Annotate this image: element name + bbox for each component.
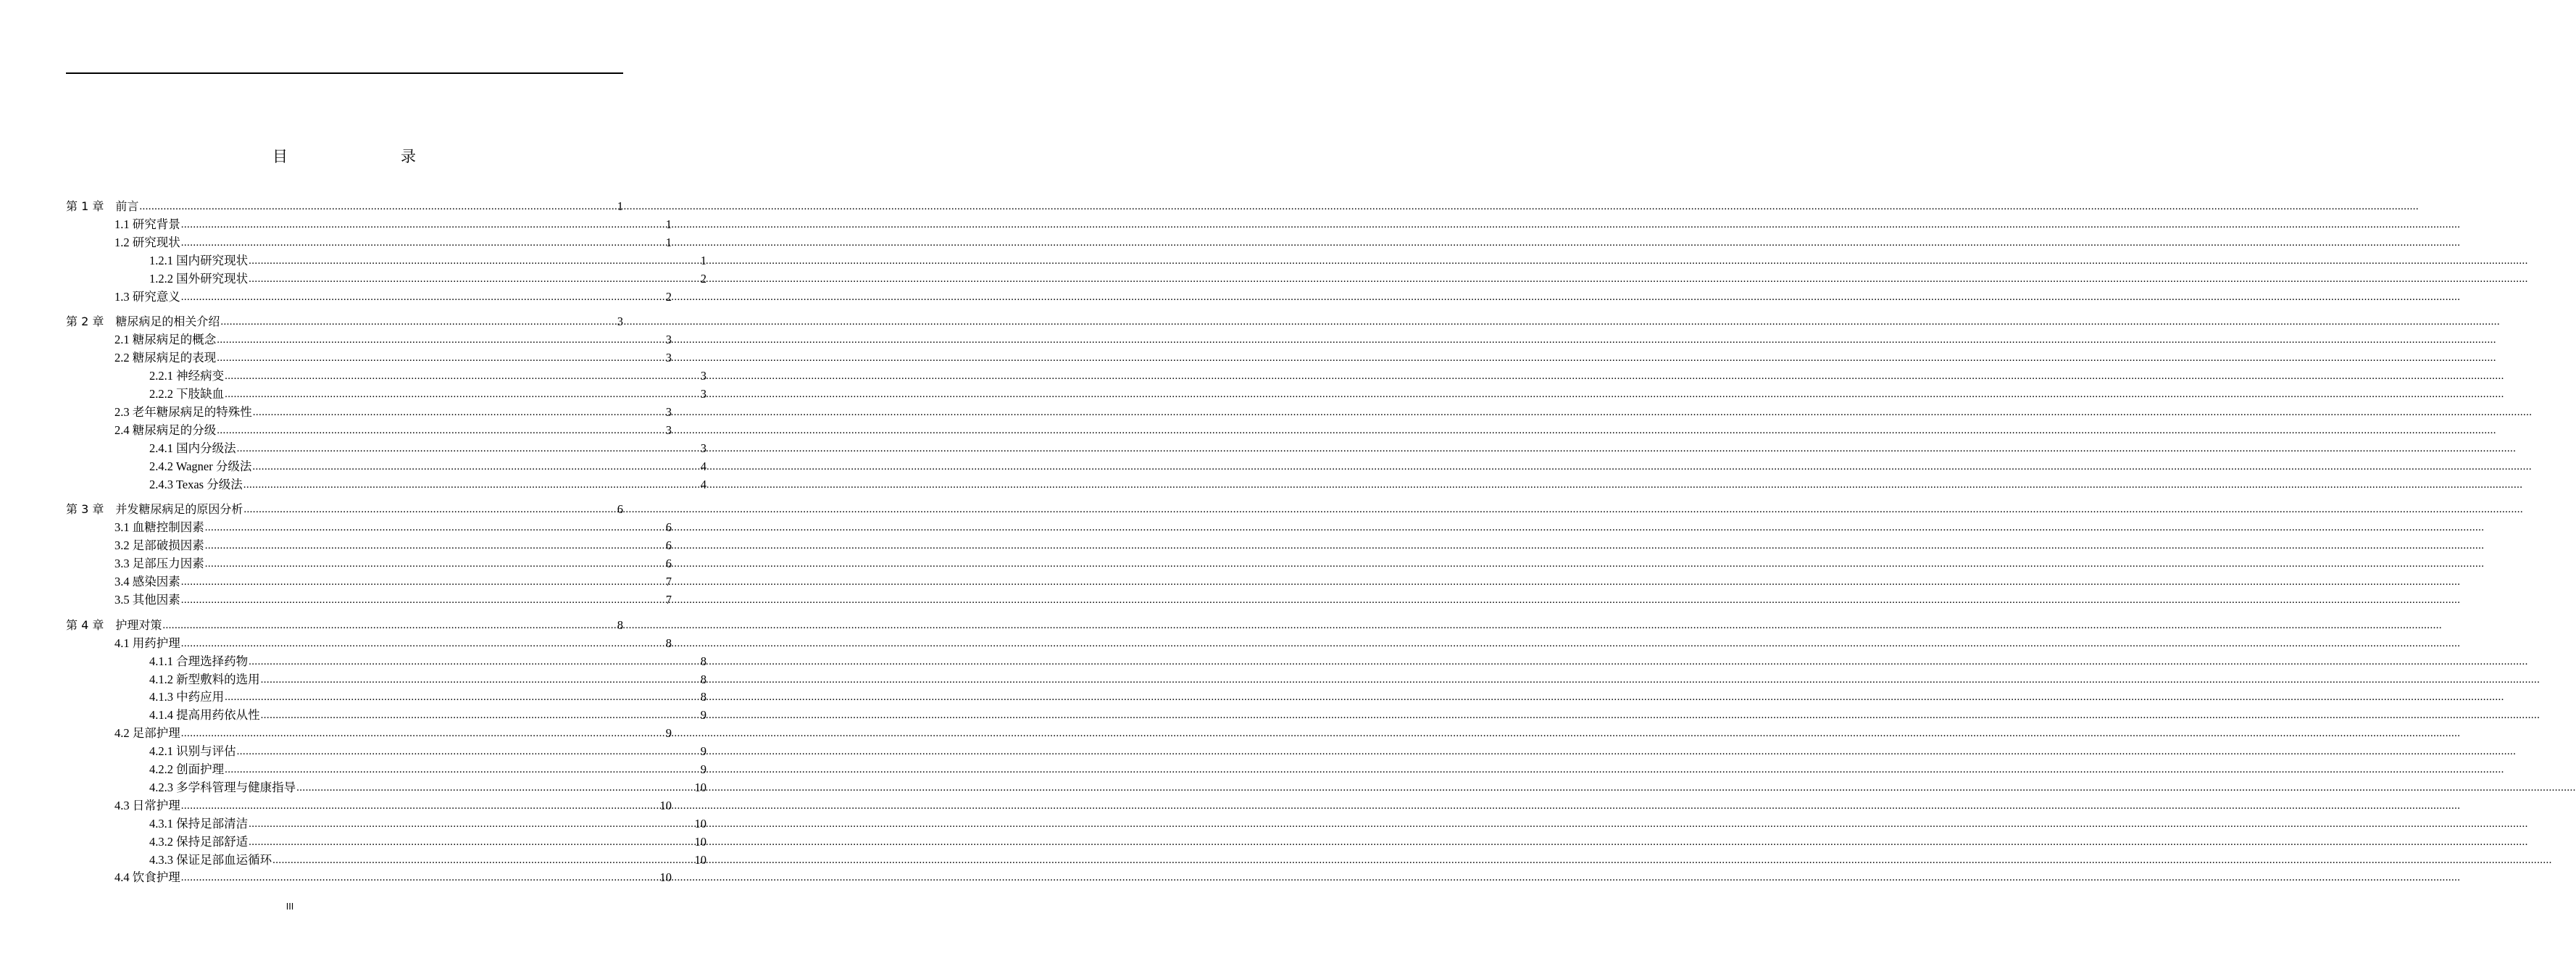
dot-leader (261, 673, 700, 687)
dot-leader (225, 387, 700, 401)
toc-entry-label: 4.2.3 多学科管理与健康指导 (149, 780, 296, 794)
toc-entry-label: 第 2 章 糖尿病足的相关介绍 (66, 315, 220, 329)
dot-leader (205, 557, 665, 571)
dot-leader (249, 254, 700, 268)
toc-entry-label: 1.3 研究意义 (114, 289, 180, 304)
toc-entry[interactable] (66, 366, 706, 383)
toc-entry-page: 8 (617, 617, 623, 632)
toc-entry[interactable] (66, 850, 706, 867)
dot-leader (237, 441, 700, 456)
toc-entry-label: 4.3.2 保持足部舒适 (149, 834, 249, 849)
toc-entry-label: 2.3 老年糖尿病足的特殊性 (114, 404, 252, 419)
toc-entry[interactable] (66, 867, 672, 885)
toc-entry[interactable] (66, 670, 706, 687)
dot-leader (243, 478, 700, 492)
toc-entry[interactable] (66, 759, 706, 777)
toc-entry-label: 4.3.1 保持足部清洁 (149, 816, 249, 831)
dot-leader (220, 315, 616, 329)
dot-leader (205, 538, 665, 553)
dot-leader (249, 272, 700, 286)
toc-entry-label: 4.3.3 保证足部血运循环 (149, 852, 272, 867)
toc-entry[interactable] (66, 384, 706, 401)
dot-leader (249, 835, 693, 849)
toc-entry[interactable] (66, 438, 706, 456)
toc-entry[interactable] (66, 269, 706, 286)
toc-entry-page: 6 (665, 557, 672, 571)
toc-entry-page: 10 (694, 834, 706, 849)
dot-leader (272, 853, 693, 867)
toc-entry-label: 4.2 足部护理 (114, 726, 180, 741)
toc-entry[interactable] (66, 687, 706, 704)
toc-entry-label: 第 1 章 前言 (66, 199, 139, 213)
dot-leader (249, 817, 693, 831)
toc-entry-page: 8 (700, 690, 706, 704)
toc-chapter-entry[interactable] (66, 312, 623, 329)
toc-entry-label: 2.4 糖尿病足的分级 (114, 423, 217, 437)
toc-entry-label: 4.1.1 合理选择药物 (149, 654, 249, 668)
toc-entry[interactable] (66, 215, 672, 232)
toc-entry[interactable] (66, 814, 706, 831)
toc-entry[interactable] (66, 457, 706, 474)
toc-entry-label: 2.1 糖尿病足的概念 (114, 333, 217, 347)
toc-entry[interactable] (66, 572, 672, 589)
toc-entry-page: 9 (700, 744, 706, 759)
toc-entry-page: 7 (665, 575, 672, 588)
toc-entry-page: 8 (700, 672, 706, 686)
dot-leader (253, 405, 665, 420)
toc-entry-page: 3 (700, 441, 706, 455)
toc-entry-label: 1.2.1 国内研究现状 (149, 253, 249, 267)
toc-entry-label: 3.3 足部压力因素 (114, 557, 204, 571)
toc-entry[interactable] (66, 251, 706, 268)
toc-entry-label: 4.3 日常护理 (114, 798, 180, 812)
toc-entry-page: 6 (665, 538, 672, 553)
toc-entry-label: 1.2 研究现状 (114, 235, 180, 249)
dot-leader (217, 423, 665, 438)
toc-entry-label: 2.4.3 Texas 分级法 (149, 477, 243, 491)
toc-entry-label: 2.2 糖尿病足的表现 (114, 351, 217, 365)
dot-leader (261, 708, 700, 723)
toc-entry-page: 10 (659, 870, 672, 885)
dot-leader (237, 744, 700, 759)
toc-entry[interactable] (66, 330, 672, 347)
dot-leader (181, 236, 665, 250)
toc-entry-page: 2 (700, 271, 706, 286)
dot-leader (181, 575, 665, 589)
toc-entry[interactable] (66, 741, 706, 759)
toc-entry-label: 1.2.2 国外研究现状 (149, 271, 249, 286)
dot-leader (181, 290, 665, 304)
toc-entry-page: 3 (665, 351, 672, 365)
toc-entry-page: 6 (665, 520, 672, 535)
toc-entry-page: 8 (665, 636, 672, 650)
toc-entry-label: 第 4 章 护理对策 (66, 617, 162, 632)
dot-leader (217, 333, 665, 347)
dot-leader (296, 781, 693, 795)
toc-entry[interactable] (66, 536, 672, 553)
toc-entry[interactable] (66, 796, 672, 813)
toc-entry[interactable] (66, 287, 672, 304)
toc-entry[interactable] (66, 554, 672, 571)
toc-chapter-entry[interactable] (66, 615, 623, 633)
toc-entry-label: 4.2.2 创面护理 (149, 762, 225, 776)
toc-entry-label: 4.2.1 识别与评估 (149, 744, 236, 759)
toc-entry[interactable] (66, 402, 672, 420)
toc-entry-label: 第 3 章 并发糖尿病足的原因分析 (66, 502, 243, 517)
toc-entry-label: 4.1.3 中药应用 (149, 690, 225, 704)
dot-leader (225, 369, 700, 383)
toc-entry-label: 4.4 饮食护理 (114, 870, 180, 885)
toc-entry[interactable] (66, 832, 706, 849)
toc-entry-page: 9 (700, 708, 706, 723)
toc-entry-label: 3.2 足部破损因素 (114, 538, 204, 553)
toc-entry-label: 3.5 其他因素 (114, 592, 180, 607)
toc-entry-page: 10 (659, 798, 672, 812)
toc-entry-page: 3 (700, 387, 706, 401)
toc-chapter-entry[interactable] (66, 196, 623, 214)
toc-entry-page: 1 (665, 217, 672, 231)
toc-entry-page: 4 (700, 477, 706, 491)
toc-entry-page: 10 (694, 780, 706, 794)
dot-leader (181, 870, 659, 885)
toc-entry-page: 3 (665, 423, 672, 437)
toc-entry[interactable] (66, 723, 672, 741)
dot-leader (252, 459, 699, 474)
toc-entry-label: 4.1.4 提高用药依从性 (149, 708, 260, 723)
toc-entry-page: 7 (665, 592, 672, 607)
toc-entry-page: 2 (665, 289, 672, 304)
toc-entry-label: 3.1 血糖控制因素 (114, 520, 204, 535)
toc-entry-page: 3 (617, 315, 623, 329)
toc-entry-page: 10 (694, 816, 706, 831)
header-rule (66, 72, 623, 74)
toc-entry-label: 3.4 感染因素 (114, 575, 180, 588)
toc-entry-label: 2.2.2 下肢缺血 (149, 387, 225, 401)
toc-entry-page: 4 (700, 459, 706, 473)
dot-leader (181, 636, 665, 651)
toc-entry-label: 2.4.1 国内分级法 (149, 441, 236, 455)
dot-leader (217, 351, 665, 365)
dot-leader (225, 690, 700, 704)
toc-entry-page: 10 (694, 852, 706, 867)
toc-entry[interactable] (66, 652, 706, 669)
toc-entry-page: 6 (617, 502, 623, 517)
toc-entry-page: 3 (665, 404, 672, 419)
toc-entry-page: 9 (665, 726, 672, 741)
dot-leader (249, 654, 700, 669)
toc-entry[interactable] (66, 517, 672, 535)
toc-entry-label: 2.4.2 Wagner 分级法 (149, 459, 252, 473)
toc-entry[interactable] (66, 705, 706, 723)
dot-leader (181, 726, 665, 741)
page-number: III (285, 902, 294, 912)
toc-entry-label: 1.1 研究背景 (114, 217, 180, 231)
toc-entry[interactable] (66, 233, 672, 250)
toc-entry-label: 2.2.1 神经病变 (149, 369, 225, 383)
toc-entry[interactable] (66, 348, 672, 365)
toc-entry[interactable] (66, 633, 672, 651)
toc-chapter-entry[interactable] (66, 499, 623, 517)
toc-entry-page: 3 (665, 333, 672, 347)
toc-entry[interactable] (66, 778, 706, 795)
toc-title: 目 录 (272, 148, 443, 165)
toc-entry-page: 1 (665, 235, 672, 249)
toc-entry-page: 1 (617, 199, 623, 213)
dot-leader (225, 762, 700, 777)
dot-leader (243, 502, 616, 517)
dot-leader (181, 593, 665, 607)
toc-entry-page: 8 (700, 654, 706, 668)
dot-leader (162, 618, 616, 633)
toc-entry-page: 1 (700, 253, 706, 267)
dot-leader (181, 217, 665, 232)
toc-entry[interactable] (66, 590, 672, 607)
dot-leader (139, 199, 616, 214)
dot-leader (205, 520, 665, 535)
toc-entry-label: 4.1.2 新型敷料的选用 (149, 672, 260, 686)
toc-entry[interactable] (66, 420, 672, 438)
toc-entry-page: 3 (700, 369, 706, 383)
toc-entry-page: 9 (700, 762, 706, 776)
dot-leader (181, 799, 659, 813)
toc-entry[interactable] (66, 475, 706, 492)
toc-entry-label: 4.1 用药护理 (114, 636, 180, 650)
